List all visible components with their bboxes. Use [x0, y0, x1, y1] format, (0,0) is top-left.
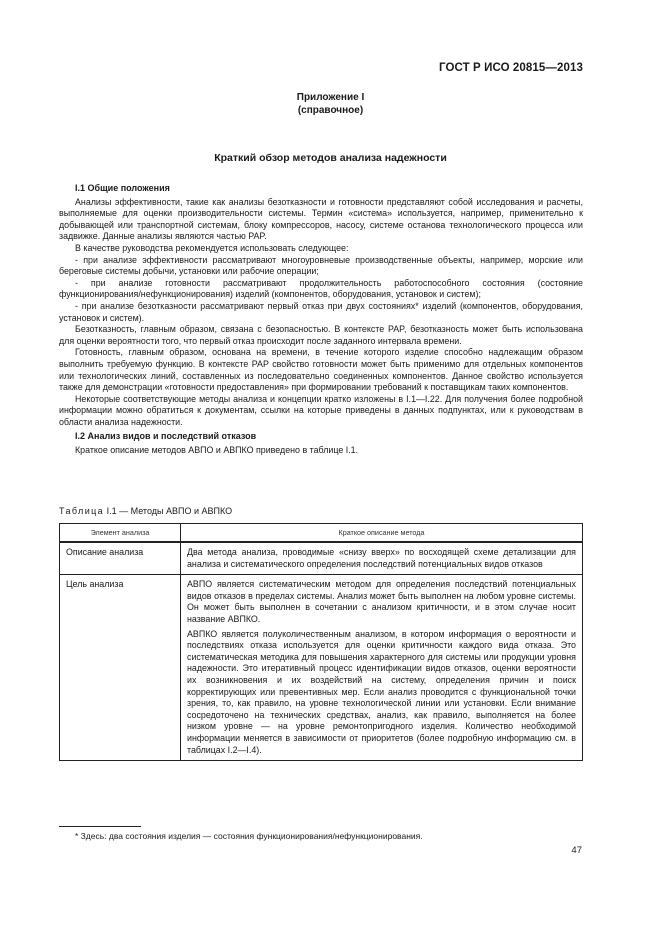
table-caption: [59, 506, 232, 516]
section-heading-general: I.1 Общие положения: [75, 183, 170, 193]
table-cell-element: Описание анализа: [60, 542, 181, 575]
paragraph: Готовность, главным образом, основана на времени, в течение которого изделие способно надлежащим образом выполнить требуемую функцию. В контексте PAP свойство готовности может быть применимо для отдельных компонентов или технологических линий, составленных из последовательно соединенных компонентов. Данное свойство используется также для демонстрации «готовности предоставления» при формировании требований к поставщикам таких компонентов.: [59, 347, 583, 393]
table-cell-description: [181, 542, 583, 575]
page-number: 47: [571, 845, 582, 856]
annex-title: Приложение I: [296, 92, 365, 103]
footnote-divider: [59, 826, 141, 827]
table-caption-text: I.1 — Методы АВПО и АВПКО: [106, 506, 233, 516]
column-header-element: Элемент анализа: [60, 524, 181, 543]
table-header-row: [60, 524, 583, 543]
section-heading-fmea: I.2 Анализ видов и последствий отказов: [75, 431, 257, 442]
cell-paragraph: Два метода анализа, проводимые «снизу вверх» по восходящей схеме детализации для анализа и систематического определения последствий потенциальных видов отказов: [187, 547, 576, 569]
paragraph: Некоторые соответствующие методы анализа и концепции кратко изложены в I.1—I.22. Для получения более подробной информации можно обратиться к документам, ссылки на которые приведены в данных подпунктах, или к руководствам в области анализа надежности.: [59, 393, 583, 427]
column-header-description: Краткое описание метода: [181, 524, 583, 543]
table-row: [60, 542, 583, 575]
cell-paragraph: АВПКО является полуколичественным анализом, в котором информация о вероятности и последствиях отказа используется для оценки критичности каждого вида отказа. Это систематическая методика для повышения характерного для системы или продукции уровня надежности. Это итеративный процесс идентификации видов отказов, оценки вероятности их возникновения и их воздействий на систему, определения причин и поиск корректирующих или превентивных мер. Если анализ проводится с функциональной точки зрения, то, как правило, на уровне технологической линии или установки. Если внимание сосредоточено на технических средствах, анализ, как правило, выполняется на более низком уровне — на уровне ремонтопригодного изделия. Количество необходимой информации меняется в зависимости от приоритетов (более подробную информацию см. в таблицах I.2—I.4).: [187, 628, 576, 755]
methods-table: [59, 523, 583, 761]
list-item: - при анализе эффективности рассматривают многоуровневые производственные объекты, например, морские или береговые системы добычи, установки или рабочие операции;: [59, 254, 583, 277]
annex-subtitle: (справочное): [297, 105, 364, 116]
list-item: - при анализе безотказности рассматривают первый отказ при двух состояниях* изделий (компонентов, оборудования, установок и систем).: [59, 300, 583, 323]
cell-paragraph: АВПО является систематическим методом для определения последствий потенциальных видов отказов в пределах системы. Анализ может быть выполнен на любом уровне системы. Он может быть выполнен в сочетании с анализом критичности, и в этом случае носит название АВПКО.: [187, 579, 576, 624]
list-item: - при анализе готовности рассматривают продолжительность работоспособного состояния (состояние функционирования/нефункционирования) изделий (компонентов, оборудования, установок и систем);: [59, 277, 583, 300]
table-caption-label: Таблица: [59, 506, 105, 516]
paragraph: Краткое описание методов АВПО и АВПКО приведено в таблице I.1.: [75, 445, 359, 456]
paragraph: В качестве руководства рекомендуется использовать следующее:: [75, 242, 349, 253]
overview-title: Краткий обзор методов анализа надежности: [214, 152, 447, 164]
footnote: * Здесь: два состояния изделия — состояния функционирования/нефункционирования.: [75, 831, 423, 841]
table-cell-element: Цель анализа: [60, 575, 181, 761]
table-cell-description: [181, 575, 583, 761]
standard-designation: ГОСТ Р ИСО 20815—2013: [438, 62, 583, 74]
table-row: [60, 575, 583, 761]
main-content: [59, 183, 583, 457]
paragraph: Анализы эффективности, такие как анализы безотказности и готовности представляют собой исследования и расчеты, выполняемые для оценки производительности системы. Термин «система» используется, например, применительно к добывающей или транспортной системам, блоку компрессоров, насосу, системе останова технологического процесса или задвижке. Данные анализы являются частью PAP.: [59, 196, 583, 242]
paragraph: Безотказность, главным образом, связана с безопасностью. В контексте PAP, безотказность может быть использована для оценки вероятности того, что первый отказ происходит после заданного интервала времени.: [59, 324, 583, 346]
annex-heading: [0, 91, 661, 117]
